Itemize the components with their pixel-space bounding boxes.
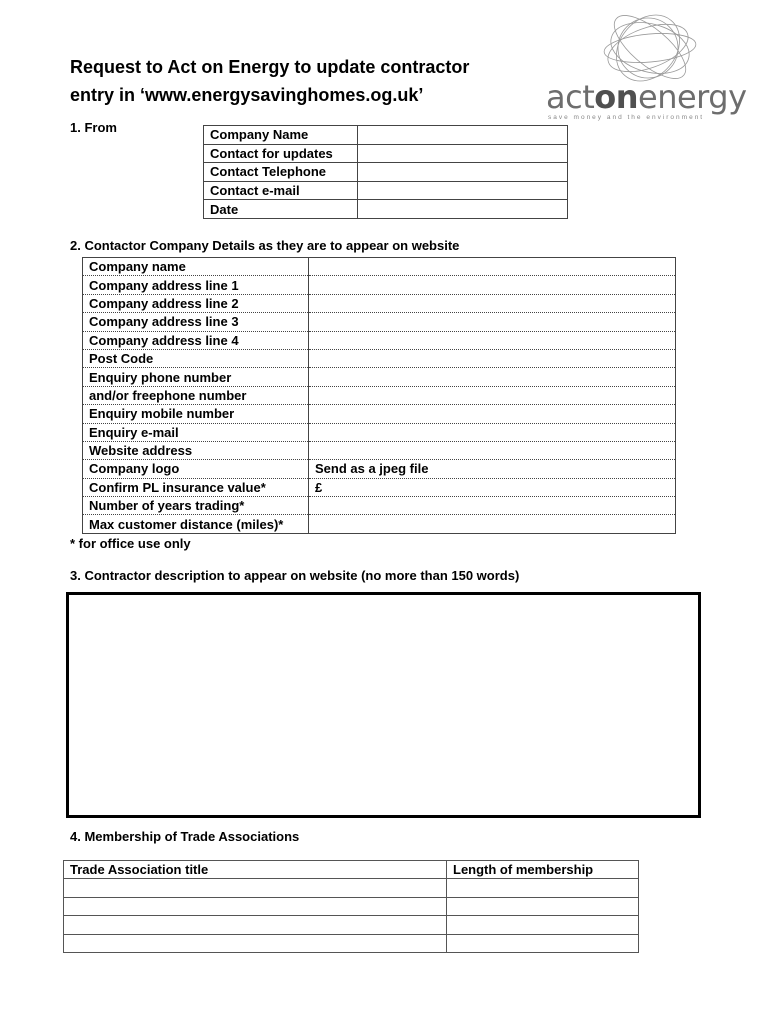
length-of-membership-field[interactable] <box>447 879 639 897</box>
from-label: Contact for updates <box>204 144 358 163</box>
page-title <box>70 53 469 109</box>
details-label: Company address line 1 <box>83 276 309 294</box>
details-label: Post Code <box>83 349 309 367</box>
details-row <box>83 460 676 478</box>
details-value-field[interactable]: £ <box>309 478 676 496</box>
details-row <box>83 349 676 367</box>
details-label: Company address line 3 <box>83 313 309 331</box>
trade-association-row <box>64 916 639 934</box>
details-row <box>83 441 676 459</box>
logo-tagline: save money and the environment <box>548 114 705 121</box>
section4-heading: 4. Membership of Trade Associations <box>70 829 300 844</box>
title-line-2: entry in ‘www.energysavinghomes.og.uk’ <box>70 85 424 105</box>
details-value-field[interactable] <box>309 423 676 441</box>
section2-heading: 2. Contactor Company Details as they are to appear on website <box>70 238 460 253</box>
logo-word-prefix: act <box>546 78 595 116</box>
from-label: Company Name <box>204 126 358 145</box>
details-label: Enquiry mobile number <box>83 405 309 423</box>
details-value-field[interactable] <box>309 497 676 515</box>
from-row <box>204 144 568 163</box>
trade-association-title-field[interactable] <box>64 934 447 952</box>
orbit-swirl-icon <box>540 12 730 82</box>
details-value-field[interactable] <box>309 313 676 331</box>
trade-association-title-field[interactable] <box>64 916 447 934</box>
details-row <box>83 386 676 404</box>
trade-association-title-header: Trade Association title <box>64 861 447 879</box>
details-row <box>83 276 676 294</box>
details-row <box>83 405 676 423</box>
from-label: Contact Telephone <box>204 163 358 182</box>
details-value-field[interactable] <box>309 405 676 423</box>
logo-word-suffix: energy <box>638 78 747 116</box>
details-value-field[interactable] <box>309 349 676 367</box>
from-value-field[interactable] <box>358 200 568 219</box>
details-row <box>83 478 676 496</box>
details-value-field[interactable]: Send as a jpeg file <box>309 460 676 478</box>
details-value-field[interactable] <box>309 258 676 276</box>
trade-association-row <box>64 879 639 897</box>
section3-heading: 3. Contractor description to appear on website (no more than 150 words) <box>70 568 520 583</box>
details-value-field[interactable] <box>309 515 676 533</box>
from-value-field[interactable] <box>358 144 568 163</box>
from-value-field[interactable] <box>358 163 568 182</box>
trade-association-row <box>64 897 639 915</box>
length-of-membership-header: Length of membership <box>447 861 639 879</box>
details-value-field[interactable] <box>309 294 676 312</box>
trade-association-title-field[interactable] <box>64 879 447 897</box>
title-line-1: Request to Act on Energy to update contractor <box>70 57 470 77</box>
logo-wordmark <box>546 78 747 116</box>
from-value-field[interactable] <box>358 126 568 145</box>
details-value-field[interactable] <box>309 368 676 386</box>
details-label: Confirm PL insurance value* <box>83 478 309 496</box>
details-row <box>83 368 676 386</box>
details-label: Max customer distance (miles)* <box>83 515 309 533</box>
details-row <box>83 331 676 349</box>
act-on-energy-logo <box>540 12 747 122</box>
section1-heading: 1. From <box>70 120 117 135</box>
details-value-field[interactable] <box>309 441 676 459</box>
trade-table-header-row <box>64 861 639 879</box>
details-label: Website address <box>83 441 309 459</box>
details-row <box>83 497 676 515</box>
details-label: Company address line 4 <box>83 331 309 349</box>
trade-association-title-field[interactable] <box>64 897 447 915</box>
from-row <box>204 200 568 219</box>
details-label: Enquiry phone number <box>83 368 309 386</box>
details-label: Enquiry e-mail <box>83 423 309 441</box>
from-row <box>204 181 568 200</box>
trade-associations-table <box>63 860 639 953</box>
details-value-field[interactable] <box>309 276 676 294</box>
details-label: Company logo <box>83 460 309 478</box>
details-value-field[interactable] <box>309 331 676 349</box>
company-details-table <box>82 257 676 534</box>
details-row <box>83 313 676 331</box>
from-row <box>204 126 568 145</box>
from-label: Contact e-mail <box>204 181 358 200</box>
from-row <box>204 163 568 182</box>
details-row <box>83 423 676 441</box>
details-label: and/or freephone number <box>83 386 309 404</box>
length-of-membership-field[interactable] <box>447 934 639 952</box>
details-value-field[interactable] <box>309 386 676 404</box>
details-label: Number of years trading* <box>83 497 309 515</box>
details-label: Company address line 2 <box>83 294 309 312</box>
office-use-footnote: * for office use only <box>70 536 191 551</box>
details-row <box>83 515 676 533</box>
details-row <box>83 294 676 312</box>
trade-association-row <box>64 934 639 952</box>
length-of-membership-field[interactable] <box>447 897 639 915</box>
details-label: Company name <box>83 258 309 276</box>
length-of-membership-field[interactable] <box>447 916 639 934</box>
details-row <box>83 258 676 276</box>
logo-word-mid: on <box>594 78 639 116</box>
from-table <box>203 125 568 219</box>
from-label: Date <box>204 200 358 219</box>
from-value-field[interactable] <box>358 181 568 200</box>
description-textbox[interactable] <box>66 592 701 818</box>
